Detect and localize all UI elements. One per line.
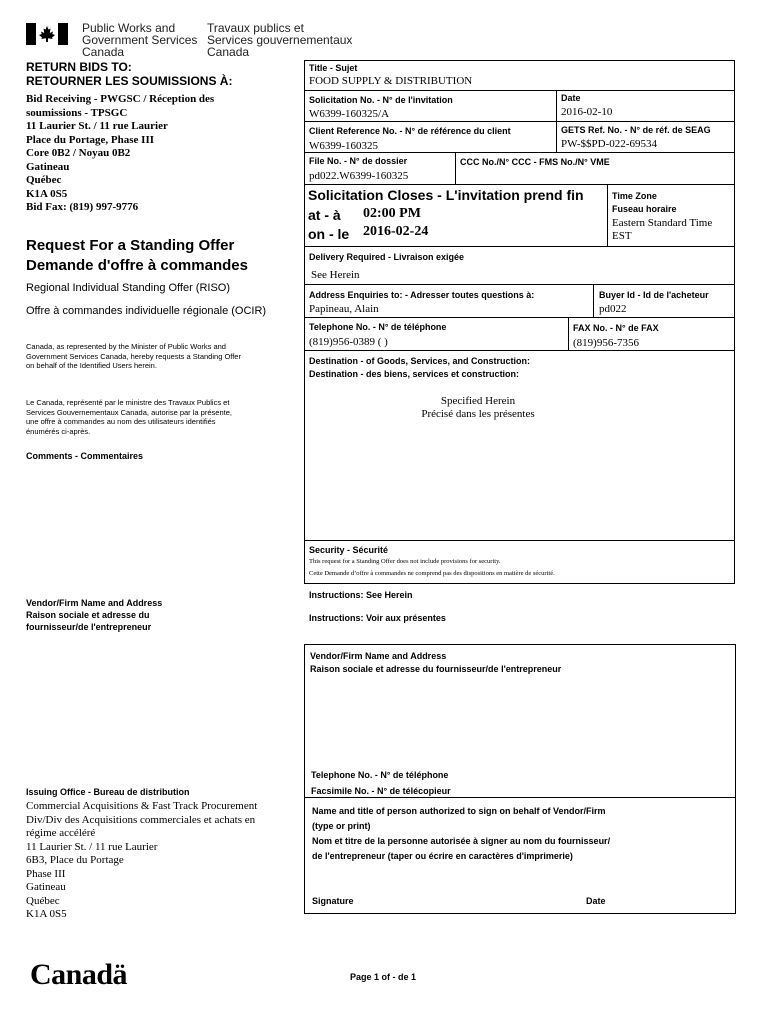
destination-value-fr: Précisé dans les présentes — [421, 408, 535, 420]
dept-en-line1: Public Works and — [82, 21, 176, 35]
comments-label: Comments - Commentaires — [26, 451, 144, 461]
offer-type-fr: Offre à commandes individuelle régionale (OCIR) — [26, 305, 267, 317]
address-enquiries-value: Papineau, Alain — [309, 303, 379, 315]
vendor-name-field[interactable] — [310, 680, 730, 765]
destination-value-en: Specified Herein — [440, 395, 516, 407]
vendor-name-label-en: Vendor/Firm Name and Address — [310, 651, 447, 661]
issuing-office-label: Issuing Office - Bureau de distribution — [26, 787, 190, 797]
instructions-fr: Instructions: Voir aux présentes — [309, 613, 446, 623]
gets-ref-value: PW-$$PD-022-69534 — [561, 138, 657, 150]
instructions-en: Instructions: See Herein — [309, 590, 413, 600]
title-value: FOOD SUPPLY & DISTRIBUTION — [309, 75, 473, 87]
page-number: Page 1 of - de 1 — [350, 972, 417, 982]
closing-date-label: on - le — [308, 226, 350, 242]
time-zone-label-en: Time Zone — [612, 191, 657, 201]
canada-flag-icon — [26, 23, 68, 45]
client-reference-label: Client Reference No. - N° de référence du client — [309, 126, 511, 136]
request-description-fr: Le Canada, représenté par le ministre des Travaux Publics et Services Gouvernementaux Canada, autorise par la présente, une offre à commandes au nom des utilisateurs identifiés énumérés ci-après. — [26, 398, 232, 436]
destination-label-en: Destination - of Goods, Services, and Construction: — [309, 356, 531, 366]
solicitation-closes-title: Solicitation Closes - L'invitation prend fin — [308, 187, 584, 203]
request-title-fr: Demande d'offre à commandes — [26, 257, 248, 274]
buyer-id-label: Buyer Id - Id de l'acheteur — [599, 290, 709, 300]
authorized-signatory-field[interactable] — [310, 864, 730, 892]
telephone-label: Telephone No. - N° de téléphone — [309, 322, 447, 332]
file-number-value: pd022.W6399-160325 — [309, 170, 409, 182]
time-zone-value — [612, 217, 712, 243]
client-reference-value: W6399-160325 — [309, 140, 379, 152]
department-name-fr — [207, 22, 352, 58]
dept-en-line2: Government Services — [82, 33, 198, 47]
dept-fr-line2: Services gouvernementaux — [207, 33, 353, 47]
gets-ref-label: GETS Ref. No. - N° de réf. de SEAG — [561, 125, 711, 135]
closing-time-label: at - à — [308, 207, 341, 223]
fax-label: FAX No. - N° de FAX — [573, 323, 659, 333]
time-zone-label-fr: Fuseau horaire — [612, 204, 677, 214]
destination-label-fr: Destination - des biens, services et construction: — [309, 369, 520, 379]
vendor-name-label — [310, 650, 561, 676]
authorized-signatory-label: Name and title of person authorized to sign on behalf of Vendor/Firm (type or print) Nom et titre de la personne autorisée à signer au nom du fournisseur/ de l'entrepreneur (taper ou écrire en caractères d'imprimerie) — [312, 806, 611, 861]
vendor-fax-label: Facsimile No. - N° de télécopieur — [311, 786, 451, 796]
canada-wordmark-logo: Canadä — [30, 958, 128, 991]
date-value: 2016-02-10 — [561, 106, 613, 118]
closing-time-value: 02:00 PM — [363, 206, 421, 221]
ccc-fms-label: CCC No./N° CCC - FMS No./N° VME — [460, 157, 610, 167]
solicitation-number-value: W6399-160325/A — [309, 108, 390, 120]
date-label: Date — [561, 93, 581, 103]
delivery-required-value: See Herein — [311, 269, 360, 281]
return-bids-title-en: RETURN BIDS TO: — [26, 60, 132, 74]
issuing-office-address: Commercial Acquisitions & Fast Track Procurement Div/Div des Acquisitions commerciales et achats en régime accéléré 11 Laurier St. / 11 rue Laurier 6B3, Place du Portage Phase III Gatineau Québec K1A 0S5 — [26, 800, 258, 920]
buyer-id-value: pd022 — [599, 303, 627, 315]
return-bids-title-fr: RETOURNER LES SOUMISSIONS À: — [26, 74, 233, 88]
signature-date-label: Date — [586, 896, 606, 906]
delivery-required-label: Delivery Required - Livraison exigée — [309, 252, 465, 262]
department-name-en — [82, 22, 197, 58]
dept-en-line3: Canada — [82, 45, 125, 59]
vendor-telephone-label: Telephone No. - N° de téléphone — [311, 770, 449, 780]
destination-value — [398, 395, 558, 421]
vendor-firm-label-left: Vendor/Firm Name and Address Raison sociale et adresse du fournisseur/de l'entrepreneur — [26, 598, 163, 632]
telephone-value: (819)956-0389 ( ) — [309, 336, 388, 348]
title-label: Title - Sujet — [309, 63, 358, 73]
fax-value: (819)956-7356 — [573, 337, 639, 349]
request-title-en: Request For a Standing Offer — [26, 237, 235, 254]
request-title — [26, 236, 248, 276]
destination-label — [309, 355, 530, 381]
return-bids-address: Bid Receiving - PWGSC / Réception des soumissions - TPSGC 11 Laurier St. / 11 rue Laurier Place du Portage, Phase III Core 0B2 / Noyau 0B2 Gatineau Québec K1A 0S5 Bid Fax: (819) 997-9776 — [26, 93, 215, 213]
offer-type-en: Regional Individual Standing Offer (RISO) — [26, 282, 231, 294]
security-text-en: This request for a Standing Offer does not include provisions for security. — [309, 558, 501, 565]
address-enquiries-label: Address Enquiries to: - Adresser toutes questions à: — [309, 290, 535, 300]
dept-fr-line3: Canada — [207, 45, 250, 59]
dept-fr-line1: Travaux publics et — [207, 21, 304, 35]
time-zone-value-short: EST — [612, 230, 632, 242]
security-text-fr: Cette Demande d’offre à commandes ne comprend pas des dispositions en matière de sécurité. — [309, 570, 555, 577]
solicitation-number-label: Solicitation No. - N° de l'invitation — [309, 95, 453, 105]
vendor-name-label-fr: Raison sociale et adresse du fournisseur/de l'entrepreneur — [310, 664, 562, 674]
request-description-en: Canada, as represented by the Minister of Public Works and Government Services Canada, hereby requests a Standing Offer on behalf of the Identified Users herein. — [26, 342, 241, 370]
time-zone-value-long: Eastern Standard Time — [612, 217, 713, 229]
signature-label: Signature — [312, 896, 354, 906]
return-bids-title — [26, 60, 232, 88]
closing-date-value: 2016-02-24 — [363, 224, 429, 239]
time-zone-label — [612, 190, 677, 216]
security-label: Security - Sécurité — [309, 545, 389, 555]
file-number-label: File No. - N° de dossier — [309, 156, 408, 166]
